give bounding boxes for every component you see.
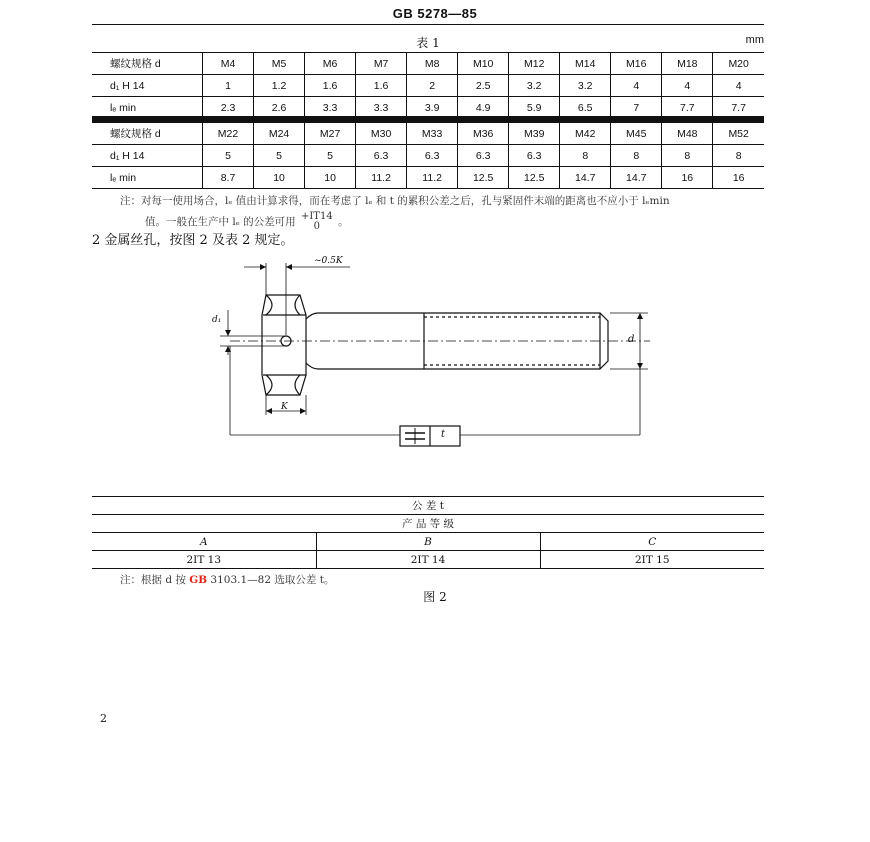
table-row (92, 551, 764, 569)
row-label-le: lₑ min (92, 167, 203, 189)
page-number: 2 (100, 712, 107, 725)
table-cell: 2.5 (458, 75, 509, 97)
tolerance-note-prefix: 注：根据 d 按 (120, 574, 190, 586)
table-cell: 1.2 (254, 75, 305, 97)
table-cell: M4 (203, 53, 254, 75)
table-cell: M8 (407, 53, 458, 75)
table-unit: mm (745, 34, 764, 46)
tolerance-value-cell: 2IT 14 (316, 551, 540, 569)
table-cell: 16 (713, 167, 764, 189)
grade-cell: A (92, 533, 316, 551)
table-row (92, 145, 764, 167)
table-cell: M14 (560, 53, 611, 75)
table-note-line1: 注：对每一使用场合，lₑ 值由计算求得，而在考虑了 lₑ 和 t 的累积公差之后，孔与紧固件末端的距离也不应小于 lₑmin (120, 195, 670, 207)
tolerance-table (92, 496, 764, 569)
row-label-d1: d₁ H 14 (92, 145, 203, 167)
row-label-d1: d₁ H 14 (92, 75, 203, 97)
table-cell: 12.5 (509, 167, 560, 189)
table-cell: M52 (713, 123, 764, 145)
header-rule (92, 24, 764, 25)
table-cell: 4 (713, 75, 764, 97)
table-cell: 7.7 (713, 97, 764, 119)
table-cell: 14.7 (611, 167, 662, 189)
table-note-prefix: 值。一般在生产中 lₑ 的公差可用 (145, 216, 296, 228)
table-cell: 3.3 (305, 97, 356, 119)
table-cell: 3.9 (407, 97, 458, 119)
table-cell: 7.7 (662, 97, 713, 119)
table-cell: M39 (509, 123, 560, 145)
tolerance-note (120, 572, 334, 587)
table-row (92, 53, 764, 75)
table-cell: 6.3 (458, 145, 509, 167)
table-cell: 6.3 (356, 145, 407, 167)
dim-label-k: K (281, 402, 288, 412)
feature-control-frame (400, 426, 460, 446)
table-cell: 7 (611, 97, 662, 119)
table-cell: 6.5 (560, 97, 611, 119)
table-cell: M22 (203, 123, 254, 145)
table-cell: M27 (305, 123, 356, 145)
table-cell: 14.7 (560, 167, 611, 189)
table-cell: M12 (509, 53, 560, 75)
table-cell: 1.6 (356, 75, 407, 97)
table-row (92, 497, 764, 515)
table-cell: M33 (407, 123, 458, 145)
table-cell: 2.3 (203, 97, 254, 119)
grade-header: 产 品 等 级 (92, 515, 764, 533)
table-cell: M24 (254, 123, 305, 145)
spec-table-part2 (92, 122, 764, 189)
table-cell: M45 (611, 123, 662, 145)
table-row (92, 123, 764, 145)
table-cell: 3.2 (509, 75, 560, 97)
table-cell: M5 (254, 53, 305, 75)
table-cell: 2.6 (254, 97, 305, 119)
section-heading: 2 金属丝孔，按图 2 及表 2 规定。 (92, 233, 294, 248)
table-row (92, 167, 764, 189)
table-caption: 表 1 (416, 36, 440, 50)
table-cell: 8 (662, 145, 713, 167)
table-note-end: 。 (338, 216, 349, 228)
table-cell: 3.2 (560, 75, 611, 97)
table-cell: 10 (254, 167, 305, 189)
table-cell: 1 (203, 75, 254, 97)
table-cell: 5.9 (509, 97, 560, 119)
tolerance-upper: +IT14 (300, 211, 333, 222)
table-cell: 16 (662, 167, 713, 189)
row-label-thread: 螺纹规格 d (92, 53, 203, 75)
row-label-le: lₑ min (92, 97, 203, 119)
table-cell: M18 (662, 53, 713, 75)
row-label-thread: 螺纹规格 d (92, 123, 203, 145)
bolt-drawing (200, 255, 660, 455)
tolerance-fraction (301, 212, 333, 232)
grade-cell: B (316, 533, 540, 551)
table-row (92, 515, 764, 533)
figure-caption: 图 2 (423, 590, 447, 604)
tolerance-value-cell: 2IT 13 (92, 551, 316, 569)
tolerance-note-suffix: 3103.1—82 选取公差 t。 (207, 574, 335, 586)
table-cell: M7 (356, 53, 407, 75)
table-cell: M42 (560, 123, 611, 145)
frame-tolerance-label: t (441, 429, 446, 440)
dim-label-d: d (628, 334, 635, 345)
table-cell: 8 (713, 145, 764, 167)
table-cell: 2 (407, 75, 458, 97)
table-row (92, 533, 764, 551)
table-cell: 8 (560, 145, 611, 167)
tolerance-value-cell: 2IT 15 (540, 551, 764, 569)
table-cell: 1.6 (305, 75, 356, 97)
grade-cell: C (540, 533, 764, 551)
table-cell: 11.2 (356, 167, 407, 189)
tolerance-header: 公 差 t (92, 497, 764, 515)
table-cell: 10 (305, 167, 356, 189)
table-cell: 8 (611, 145, 662, 167)
table-cell: 5 (305, 145, 356, 167)
table-cell: M6 (305, 53, 356, 75)
document-header: GB 5278—85 (392, 6, 478, 21)
table-cell: 4 (662, 75, 713, 97)
table-cell: M30 (356, 123, 407, 145)
table-cell: 5 (254, 145, 305, 167)
table-cell: M10 (458, 53, 509, 75)
table-cell: 4 (611, 75, 662, 97)
spec-table-part1 (92, 52, 764, 119)
table-cell: 11.2 (407, 167, 458, 189)
table-cell: 6.3 (407, 145, 458, 167)
table-cell: 5 (203, 145, 254, 167)
table-cell: 8.7 (203, 167, 254, 189)
dim-label-d1: d₁ (212, 315, 222, 325)
table-cell: 3.3 (356, 97, 407, 119)
table-cell: M48 (662, 123, 713, 145)
table-row (92, 75, 764, 97)
dim-label-half-k: ~0.5K (314, 256, 343, 266)
table-cell: M36 (458, 123, 509, 145)
table-cell: 6.3 (509, 145, 560, 167)
table-cell: 4.9 (458, 97, 509, 119)
table-cell: M16 (611, 53, 662, 75)
standard-reference-link[interactable]: GB (189, 574, 208, 586)
table-cell: M20 (713, 53, 764, 75)
tolerance-lower: 0 (313, 221, 320, 232)
table-cell: 12.5 (458, 167, 509, 189)
